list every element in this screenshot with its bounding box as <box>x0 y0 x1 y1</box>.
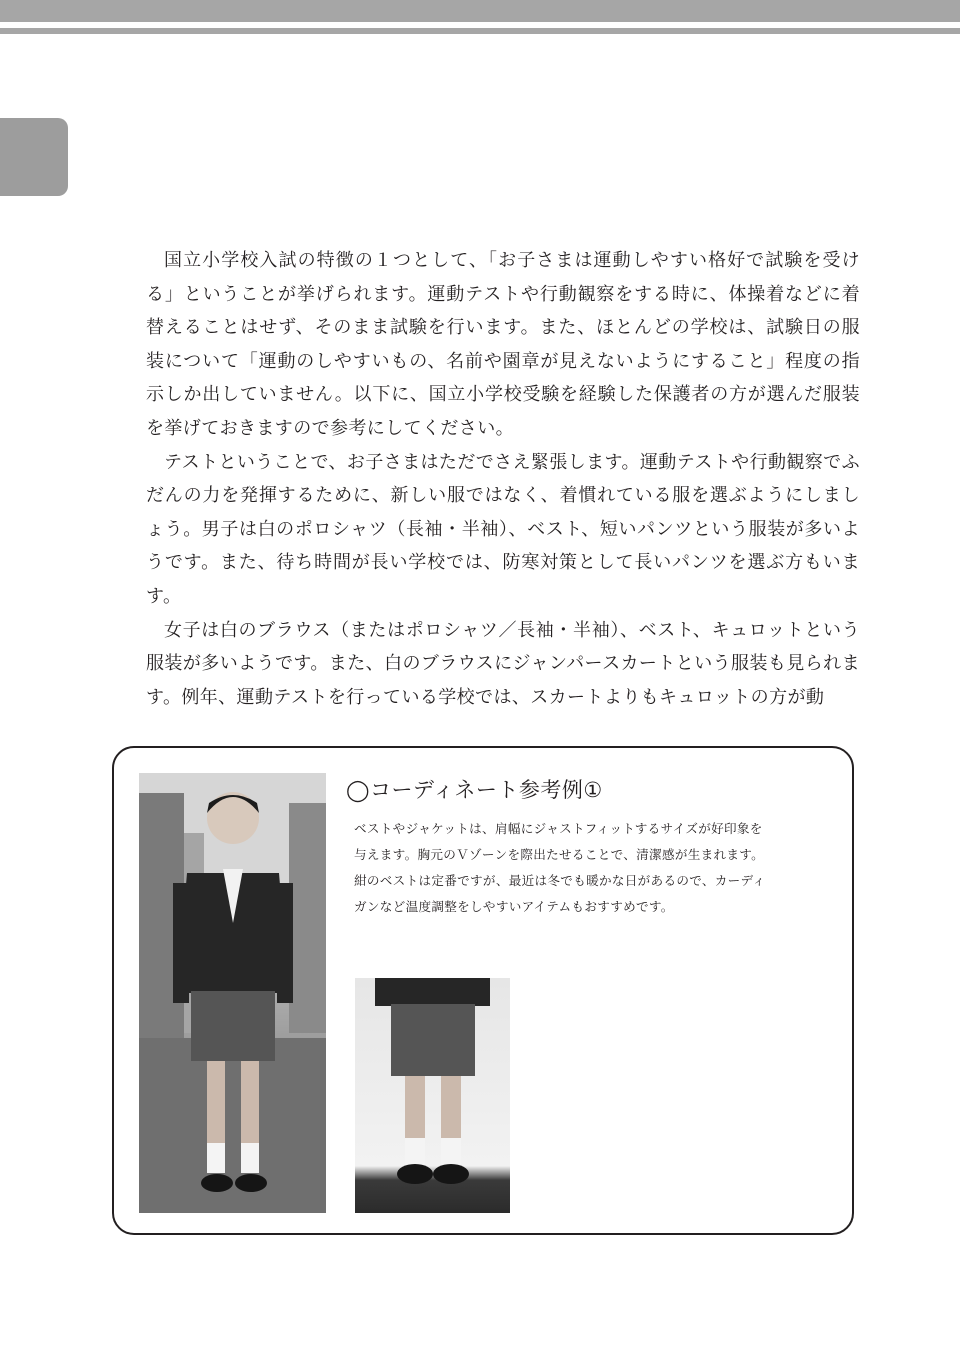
boy-full-outfit-photo <box>139 773 326 1213</box>
coordinate-title: ◯コーディネート参考例① <box>346 778 603 802</box>
description-line: 紺のベストは定番ですが、最近は冬でも暖かな日があるので、カーディ <box>354 873 766 888</box>
paragraph-2: テストということで、お子さまはただでさえ緊張します。運動テストや行動観察でふだんの力を発揮するために、新しい服ではなく、着慣れている服を選ぶようにしましょう。男子は白のポロシャツ（長袖・半袖）、ベスト、短いパンツという服装が多いようです。また、待ち時間が長い学校では、防寒対策として長いパンツを選ぶ方もいます。 <box>146 451 860 607</box>
coordinate-example-box <box>112 746 854 1235</box>
description-line: 与えます。胸元のＶゾーンを際出たせることで、清潔感が生まれます。 <box>354 847 765 862</box>
paragraph-1: 国立小学校入試の特徴の１つとして、「お子さまは運動しやすい格好で試験を受ける」ということが挙げられます。運動テストや行動観察をする時に、体操着などに着替えることはせず、そのまま試験を行います。また、ほとんどの学校は、試験日の服装について「運動のしやすいもの、名前や園章が見えないようにすること」程度の指示しか出していません。以下に、国立小学校受験を経験した保護者の方が選んだ服装を挙げておきますので参考にしてください。 <box>146 250 860 439</box>
chapter-tab <box>0 118 68 196</box>
description-line: ベストやジャケットは、肩幅にジャストフィットするサイズが好印象を <box>354 821 763 836</box>
paragraph-3: 女子は白のブラウス（またはポロシャツ／長袖・半袖）、ベスト、キュロットという服装が多いようです。また、白のブラウスにジャンパースカートという服装も見られます。例年、運動テストを行っている学校では、スカートよりもキュロットの方が動 <box>146 619 860 708</box>
header-rule <box>0 28 960 34</box>
header-bar <box>0 0 960 22</box>
description-line: ガンなど温度調整をしやすいアイテムもおすすめです。 <box>354 899 674 914</box>
coordinate-description <box>354 816 834 920</box>
body-text <box>146 244 860 714</box>
outfit-detail-photo <box>355 978 510 1213</box>
